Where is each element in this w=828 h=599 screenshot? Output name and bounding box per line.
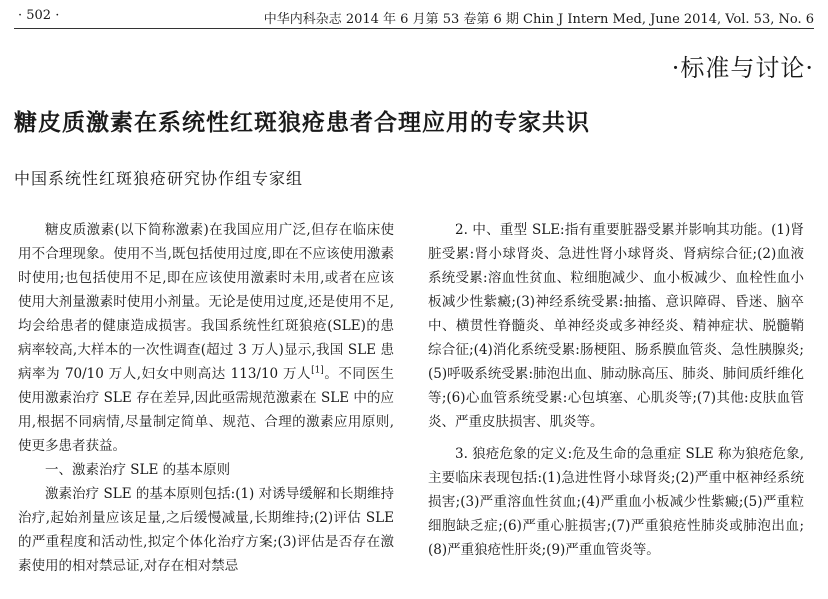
right-column [428,218,804,562]
section-tag: ·标准与讨论· [671,54,814,82]
principles-paragraph: 激素治疗 SLE 的基本原则包括:(1) 对诱导缓解和长期维持治疗,起始剂量应该足量,之后缓慢减量,长期维持;(2)评估 SLE 的严重程度和活动性,拟定个体化治疗方案;(3)评估是否存在激素使用的相对禁忌证,对存在相对禁忌 [18,486,394,574]
left-column [18,218,394,578]
author-group: 中国系统性红斑狼疮研究协作组专家组 [14,169,304,188]
severe-sle-paragraph: 2. 中、重型 SLE:指有重要脏器受累并影响其功能。(1)肾脏受累:肾小球肾炎、急进性肾小球肾炎、肾病综合征;(2)血液系统受累:溶血性贫血、粒细胞减少、血小板减少、血栓性血小板减少性紫癜;(3)神经系统受累:抽搐、意识障碍、昏迷、脑卒中、横贯性脊髓炎、单神经炎或多神经炎、精神症状、脱髓鞘综合征;(4)消化系统受累:肠梗阻、肠系膜血管炎、急性胰腺炎;(5)呼吸系统受累:肺泡出血、肺动脉高压、肺炎、肺间质纤维化等;(6)心血管系统受累:心包填塞、心肌炎等;(7)其他:皮肤血管炎、严重皮肤损害、肌炎等。 [428,222,804,430]
lupus-crisis-paragraph: 3. 狼疮危象的定义:危及生命的急重症 SLE 称为狼疮危象,主要临床表现包括:(1)急进性肾小球肾炎;(2)严重中枢神经系统损害;(3)严重溶血性贫血;(4)严重血小板减少性紫癜;(5)严重粒细胞缺乏症;(6)严重心脏损害;(7)严重狼疮性肺炎或肺泡出血;(8)严重狼疮性肝炎;(9)严重血管炎等。 [428,446,804,558]
article-title: 糖皮质激素在系统性红斑狼疮患者合理应用的专家共识 [14,110,590,136]
intro-text-b: 。不同医生使用激素治疗 SLE 存在差异,因此亟需规范激素在 SLE 中的应用,根据不同病情,尽量制定简单、规范、合理的激素应用原则,使更多患者获益。 [18,366,395,454]
citation-reference[interactable]: [1] [311,365,324,376]
journal-citation: 中华内科杂志 2014 年 6 月第 53 卷第 6 期 Chin J Intern Med, June 2014, Vol. 53, No. 6 [263,12,814,27]
section-heading: 一、激素治疗 SLE 的基本原则 [45,462,231,478]
running-header [14,6,814,29]
intro-paragraph [18,218,394,458]
page-number: · 502 · [18,8,60,23]
intro-text-a: 糖皮质激素(以下简称激素)在我国应用广泛,但存在临床使用不合理现象。使用不当,既包括使用过度,即在不应该使用激素时使用;也包括使用不足,即在应该使用激素时未用,或者在应该使用大剂量激素时使用小剂量。无论是使用过度,还是使用不足,均会给患者的健康造成损害。我国系统性红斑狼疮(SLE)的患病率较高,大样本的一次性调查(超过 3 万人)显示,我国 SLE 患病率为 70/10 万人,妇女中则高达 113/10 万人 [18,222,394,382]
